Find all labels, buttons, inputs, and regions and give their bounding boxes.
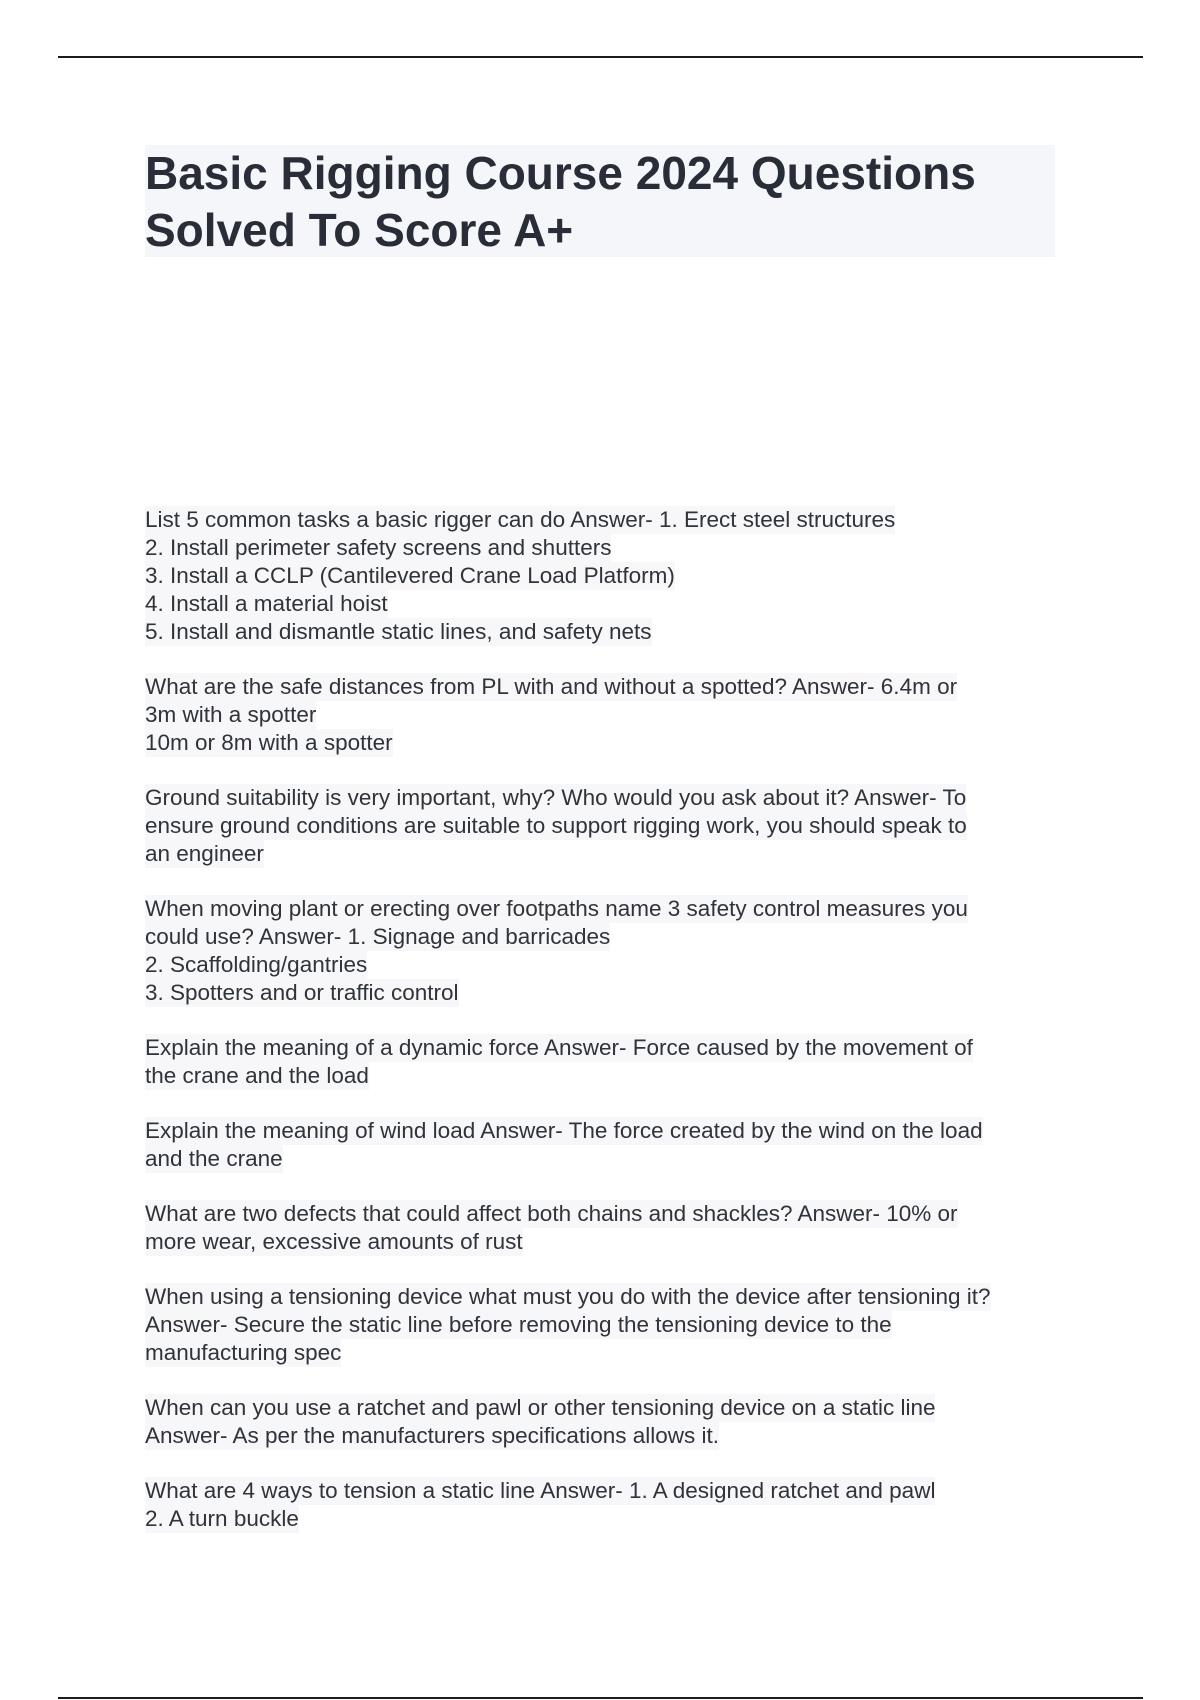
qa-line: 10m or 8m with a spotter xyxy=(145,730,393,755)
document-title xyxy=(145,145,1055,259)
qa-line: and the crane xyxy=(145,1146,283,1171)
qa-line: Answer- Secure the static line before removing the tensioning device to the xyxy=(145,1312,892,1337)
qa-line: What are 4 ways to tension a static line Answer- 1. A designed ratchet and pawl xyxy=(145,1478,936,1503)
qa-line: manufacturing spec xyxy=(145,1340,342,1365)
qa-line: 2. Install perimeter safety screens and shutters xyxy=(145,535,612,560)
qa-line: Ground suitability is very important, why? Who would you ask about it? Answer- To xyxy=(145,785,967,810)
qa-item xyxy=(145,895,1075,1007)
qa-line: 4. Install a material hoist xyxy=(145,591,388,616)
qa-line: 3. Install a CCLP (Cantilevered Crane Load Platform) xyxy=(145,563,675,588)
qa-item xyxy=(145,1283,1075,1367)
qa-line: the crane and the load xyxy=(145,1063,369,1088)
qa-line: 5. Install and dismantle static lines, and safety nets xyxy=(145,619,652,644)
qa-line: 3m with a spotter xyxy=(145,702,317,727)
qa-line: List 5 common tasks a basic rigger can do Answer- 1. Erect steel structures xyxy=(145,507,896,532)
qa-line: more wear, excessive amounts of rust xyxy=(145,1229,523,1254)
top-rule xyxy=(58,56,1143,58)
qa-line: What are two defects that could affect both chains and shackles? Answer- 10% or xyxy=(145,1201,958,1226)
qa-line: 2. A turn buckle xyxy=(145,1506,299,1531)
qa-line: When using a tensioning device what must you do with the device after tensioning it? xyxy=(145,1284,991,1309)
qa-item xyxy=(145,1394,1075,1450)
qa-item xyxy=(145,1117,1075,1173)
question-answer-list xyxy=(145,506,1075,1560)
qa-item xyxy=(145,1477,1075,1533)
qa-line: Explain the meaning of a dynamic force Answer- Force caused by the movement of xyxy=(145,1035,973,1060)
qa-line: When moving plant or erecting over footpaths name 3 safety control measures you xyxy=(145,896,968,921)
qa-line: could use? Answer- 1. Signage and barricades xyxy=(145,924,611,949)
title-line-2: Solved To Score A+ xyxy=(145,204,574,256)
qa-line: 2. Scaffolding/gantries xyxy=(145,952,368,977)
qa-line: When can you use a ratchet and pawl or other tensioning device on a static line xyxy=(145,1395,936,1420)
qa-line: What are the safe distances from PL with and without a spotted? Answer- 6.4m or xyxy=(145,674,958,699)
qa-line: Explain the meaning of wind load Answer- The force created by the wind on the load xyxy=(145,1118,983,1143)
qa-item xyxy=(145,784,1075,868)
title-block xyxy=(145,145,1055,257)
qa-line: an engineer xyxy=(145,841,264,866)
qa-item xyxy=(145,1034,1075,1090)
title-line-1: Basic Rigging Course 2024 Questions xyxy=(145,147,976,199)
qa-line: 3. Spotters and or traffic control xyxy=(145,980,459,1005)
qa-item xyxy=(145,506,1075,646)
qa-item xyxy=(145,673,1075,757)
qa-item xyxy=(145,1200,1075,1256)
qa-line: Answer- As per the manufacturers specifications allows it. xyxy=(145,1423,719,1448)
qa-line: ensure ground conditions are suitable to support rigging work, you should speak to xyxy=(145,813,967,838)
bottom-rule xyxy=(58,1697,1143,1699)
